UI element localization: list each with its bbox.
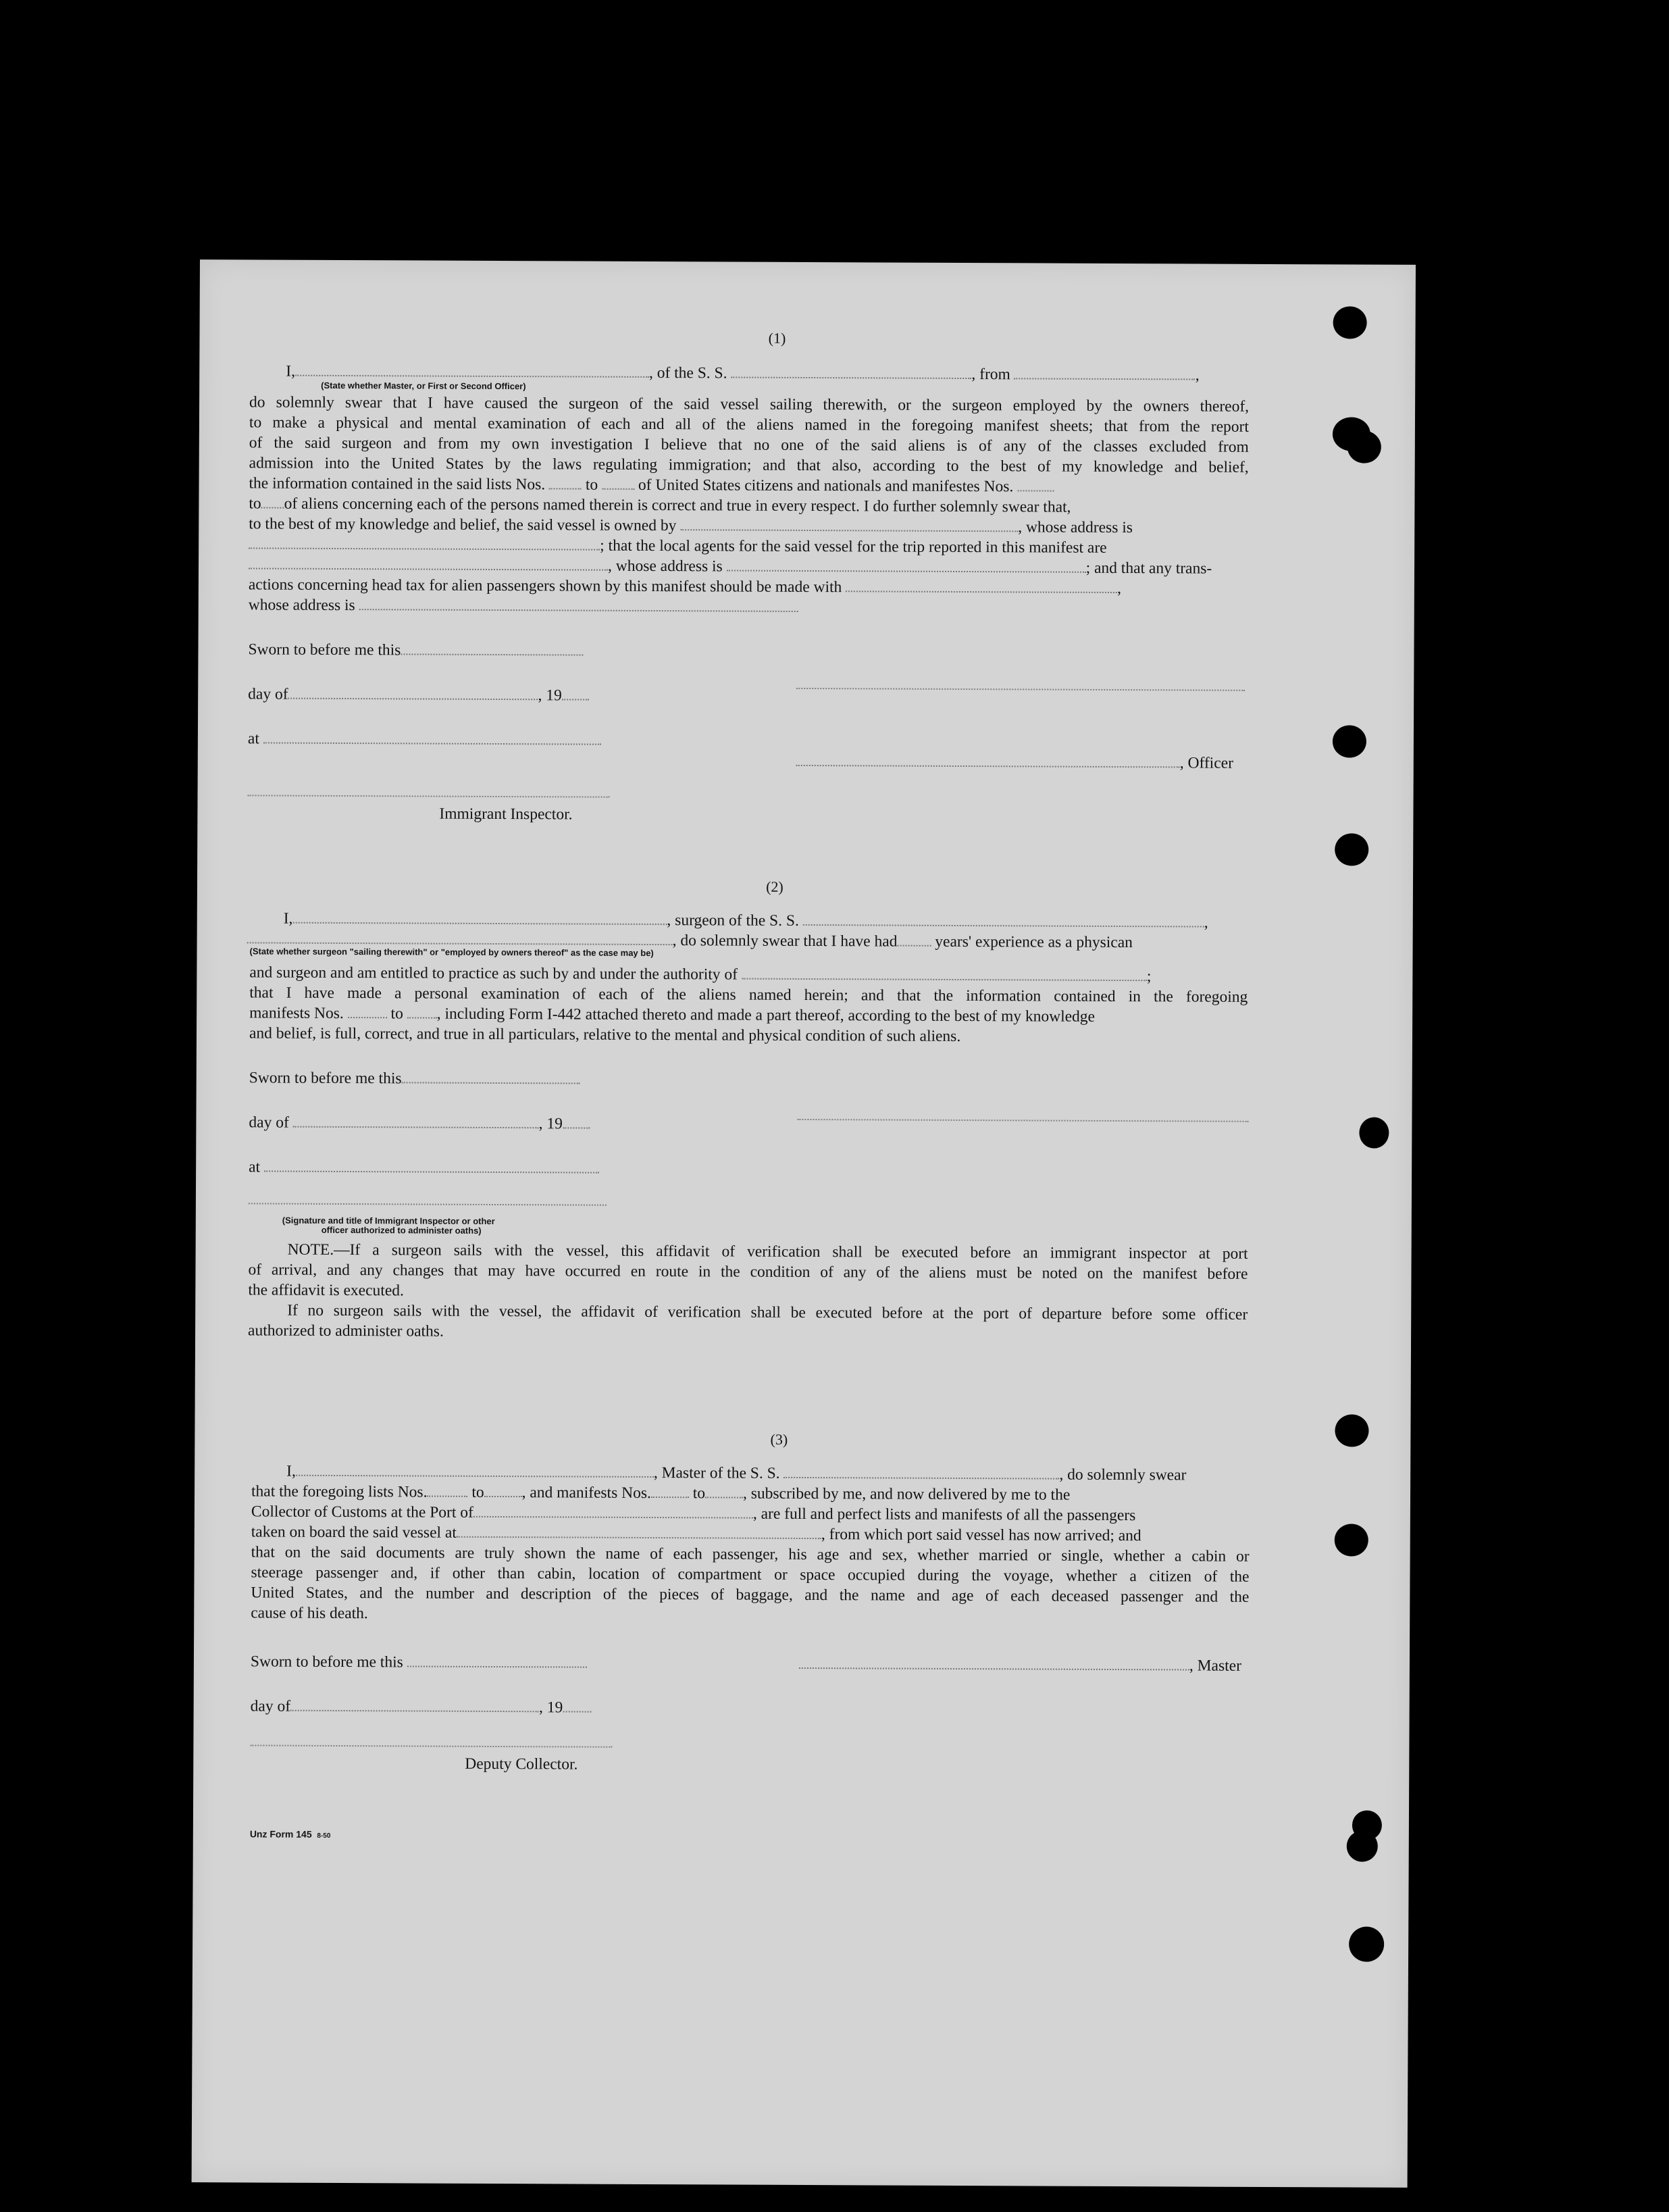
section-3-number: (3) — [770, 1430, 788, 1448]
day-of-label-2: day of , 19 — [249, 1112, 590, 1134]
section-1-number: (1) — [768, 329, 786, 347]
manifest-page: (1) I, , of the S. S. , from , (State whether Master, or First or Second Officer) do solemnly swear that I have caused the surgeon of the said vessel sailing therewith, or the surgeon employed by the owners thereof, to make a physical and mental examination of each and all of the aliens named in the foregoing manifest sheets; that from the report of the said surgeon and from my own investigation I believe that no one of the said aliens is of any of the classes excluded from admission into the United States by the laws regulating immigration; and that also, according to the best of my knowledge and belief, the information contained in the said lists Nos. to of United States citizens and nationals and manifestes Nos. to of aliens concerning each of the persons named therein is correct and true in every respect. I do further solemnly swear that, to the best of my knowledge and belief, the said vessel is owned by , whose address is ; that the local agents for the said vessel for the trip reported in this manifest are , whose address is ; and that any trans- actions concerning head tax for alien passengers shown by this manifest should be made with , whose address is Sworn to before me this day of , 19 at , Officer Immigrant Inspector. (2) I, , surgeon of the S. S. , , do solemnly swear that I have had years' experience as a physican (State whether surgeon "sailing therewith" or "employed by owners thereof" as the case may be) and surgeon and am entitled to practice as such by and under the authority of ; that I have made a personal examination of each of the aliens named herein; and that the information contained in the foregoing manifests Nos. to , including Form I-442 attached thereto and made a part thereof, according to the best of my knowledge and belief, is full, correct, and true in all particulars, relative to the mental and physical condition of such aliens. Sworn to before me this day of , 19 at (Signature and title of Immigrant Inspector or other officer authorized to administer oaths) NOTE.—If a surgeon sails with the vessel, this affidavit of verification shall be executed before an immigrant inspector at port of arrival, and any changes that may have occurred en route in the condition of any of the aliens must be noted on the manifest before the affidavit is executed. If no surgeon sails with the vessel, the affidavit of verification shall be executed before at the port of departure before some officer authorized to administer oaths. (3) I, , Master of the S. S. , do solemnly swear that the foregoing lists Nos. to , and manifests Nos. to , subscribed by me, and now delivered by me to the Collector of Customs at the Port of , are full and perfect lists and manifests of all the passengers taken on board the said vessel at , from which port said vessel has now arrived; and that on the said documents are truly shown the name of each passenger, his age and sex, whether married or single, whether a cabin or steerage passenger and, if other than cabin, location of compartment or space occupied during the voyage, whether a citizen of the United States, and the number and description of the pieces of baggage, and the name and age of each deceased passenger and the cause of his death. Sworn to before me this , Master day of , 19 Deputy Collector. Unz Form 145 8-50 — [192, 259, 1416, 2188]
binder-hole — [1335, 1524, 1368, 1556]
section-3-line-1: I, , Master of the S. S. , do solemnly swear — [286, 1462, 1187, 1484]
inspector-signature-line — [248, 795, 610, 797]
officer-caption: (State whether Master, or First or Second Officer) — [321, 380, 526, 392]
day-of-label-3: day of , 19 — [251, 1696, 592, 1718]
signature-line-1 — [796, 688, 1245, 691]
inspector-signature-line-2 — [249, 1203, 607, 1205]
binder-hole — [1333, 306, 1367, 338]
section-2-number: (2) — [766, 878, 784, 895]
surgeon-caption: (State whether surgeon "sailing therewith" or "employed by owners thereof" as the case may be) — [249, 946, 654, 959]
deputy-signature-line — [250, 1744, 612, 1747]
binder-hole — [1335, 833, 1368, 865]
sworn-label-1: Sworn to before me this — [248, 639, 583, 661]
section-2-line-1: I, , surgeon of the S. S. , — [283, 909, 1208, 932]
binder-hole — [1359, 1117, 1389, 1149]
binder-hole — [1347, 430, 1381, 463]
signature-caption-1: (Signature and title of Immigrant Inspector or other — [282, 1215, 495, 1226]
form-number: Unz Form 145 8-50 — [249, 1828, 331, 1840]
at-label-2: at — [249, 1157, 599, 1179]
section-1-text: do solemnly swear that I have caused the surgeon of the said vessel sailing therewith, or the surgeon employed by the owners thereof, — [249, 393, 1250, 416]
sworn-label-3: Sworn to before me this — [251, 1651, 587, 1674]
note-text: NOTE.—If a surgeon sails with the vessel, this affidavit of verification shall be executed before an immigrant inspector at port — [287, 1240, 1248, 1263]
master-line: , Master — [799, 1654, 1241, 1676]
signature-line-2 — [797, 1119, 1248, 1122]
day-of-label-1: day of , 19 — [248, 684, 589, 706]
sworn-label-2: Sworn to before me this — [249, 1067, 580, 1090]
binder-hole — [1347, 1831, 1378, 1862]
deputy-collector-label: Deputy Collector. — [465, 1755, 578, 1774]
binder-hole — [1333, 725, 1366, 757]
officer-line: , Officer — [796, 751, 1233, 774]
immigrant-inspector-label: Immigrant Inspector. — [439, 805, 573, 824]
at-label-1: at — [248, 728, 601, 751]
signature-caption-2: officer authorized to administer oaths) — [321, 1224, 482, 1236]
section-1-line-1: I, , of the S. S. , from , — [286, 362, 1200, 384]
binder-hole — [1335, 1414, 1368, 1447]
binder-hole — [1349, 1927, 1384, 1962]
